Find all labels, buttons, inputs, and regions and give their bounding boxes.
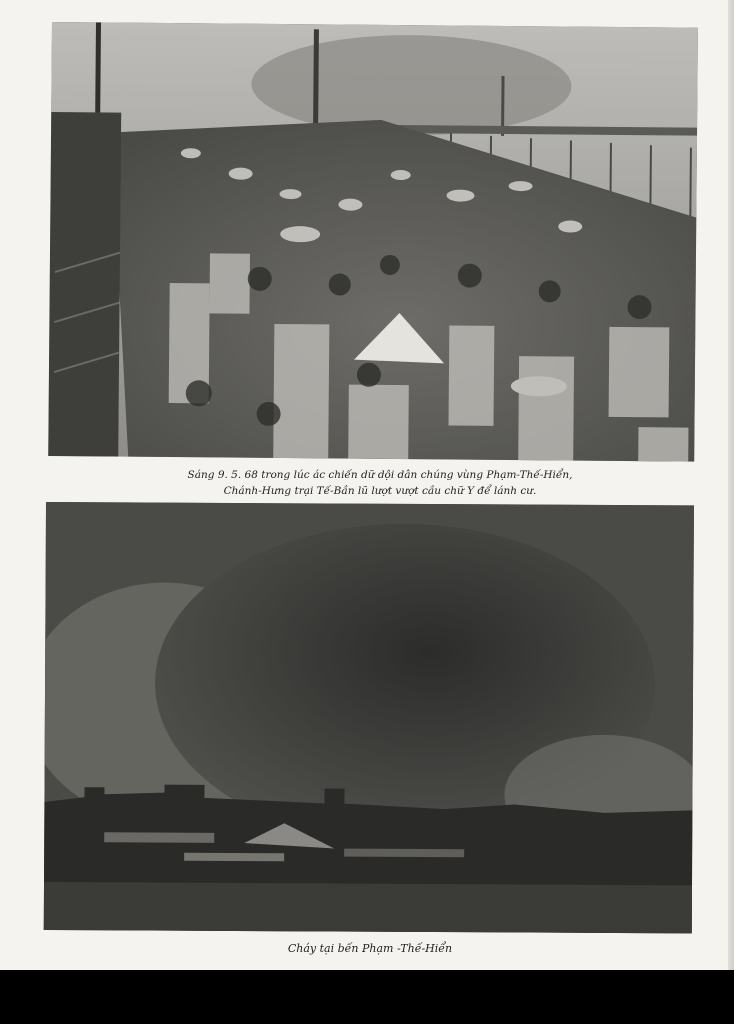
fire-smoke-image [44, 502, 694, 933]
refugees-bridge-image [48, 22, 698, 462]
photo-caption-refugees [120, 467, 640, 499]
photo-caption-fire [180, 941, 560, 957]
page-edge-shadow [728, 0, 734, 970]
photo-refugees-crossing-bridge [48, 22, 698, 462]
caption-line: Chánh-Hưng trại Tế-Bần lũ lượt vượt cầu chữ Y để lánh cư. [223, 485, 537, 497]
photo-fire-at-wharf [44, 502, 694, 933]
caption-line: Sáng 9. 5. 68 trong lúc ác chiến dữ dội dân chúng vùng Phạm-Thế-Hiển, [187, 469, 573, 481]
caption-line: Cháy tại bến Phạm -Thế-Hiển [287, 942, 453, 955]
